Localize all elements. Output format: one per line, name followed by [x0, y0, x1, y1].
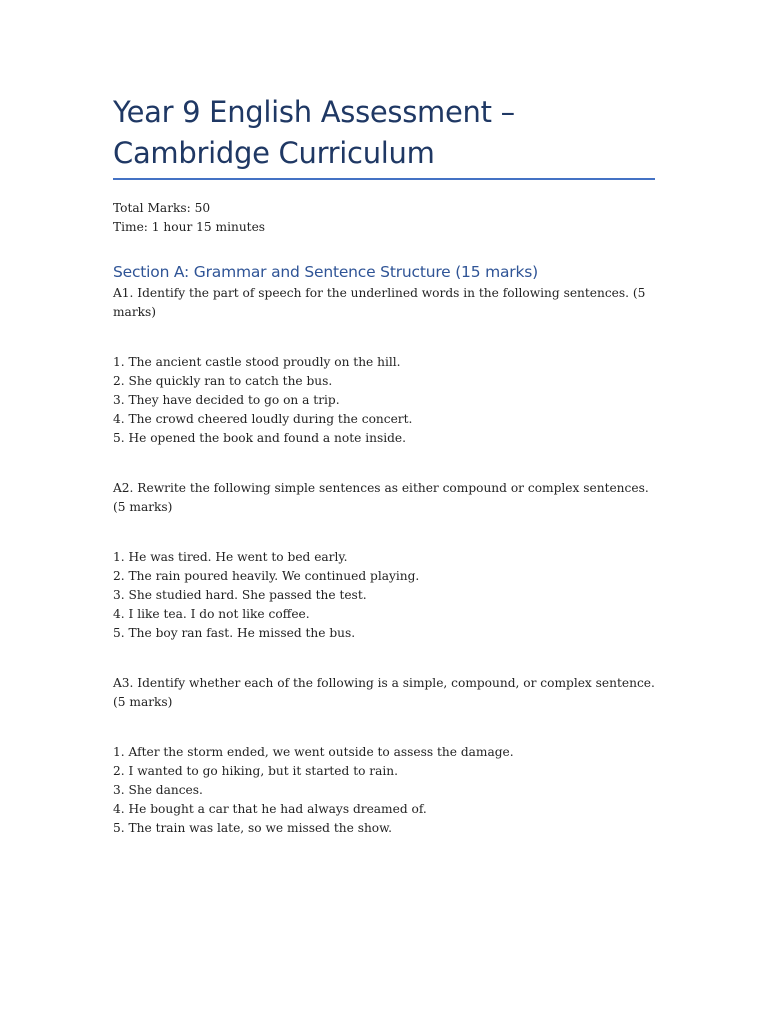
question-prompt: A1. Identify the part of speech for the underlined words in the following sentences. (5 marks) [113, 286, 646, 319]
list-item: 2. I wanted to go hiking, but it started to rain. [113, 764, 399, 778]
list-item: 4. The crowd cheered loudly during the concert. [113, 412, 413, 426]
sentence-list [113, 548, 655, 643]
list-item: 3. She dances. [113, 783, 203, 797]
list-item: 2. She quickly ran to catch the bus. [113, 374, 333, 388]
list-item: 3. They have decided to go on a trip. [113, 393, 340, 407]
list-item: 5. The train was late, so we missed the show. [113, 821, 392, 835]
section-a-heading: Section A: Grammar and Sentence Structure (15 marks) [113, 263, 538, 281]
list-item: 1. After the storm ended, we went outside to assess the damage. [113, 745, 514, 759]
list-item: 1. The ancient castle stood proudly on the hill. [113, 355, 401, 369]
question-prompt: A3. Identify whether each of the following is a simple, compound, or complex sentence. (5 marks) [113, 676, 655, 709]
list-item: 4. I like tea. I do not like coffee. [113, 607, 310, 621]
question-a1 [113, 284, 655, 448]
sentence-list [113, 353, 655, 448]
assessment-meta [113, 199, 655, 237]
question-prompt: A2. Rewrite the following simple sentences as either compound or complex sentences. (5 marks) [113, 481, 649, 514]
document-page [113, 92, 655, 854]
document-title: Year 9 English Assessment – Cambridge Curriculum [113, 95, 515, 170]
title-underline [113, 178, 655, 180]
list-item: 4. He bought a car that he had always dreamed of. [113, 802, 427, 816]
list-item: 2. The rain poured heavily. We continued playing. [113, 569, 420, 583]
question-a2 [113, 479, 655, 643]
list-item: 1. He was tired. He went to bed early. [113, 550, 348, 564]
total-marks: Total Marks: 50 [113, 201, 211, 215]
sentence-list [113, 743, 655, 838]
list-item: 3. She studied hard. She passed the test. [113, 588, 367, 602]
list-item: 5. He opened the book and found a note inside. [113, 431, 406, 445]
time-allowed: Time: 1 hour 15 minutes [113, 220, 266, 234]
list-item: 5. The boy ran fast. He missed the bus. [113, 626, 356, 640]
question-a3 [113, 674, 655, 838]
